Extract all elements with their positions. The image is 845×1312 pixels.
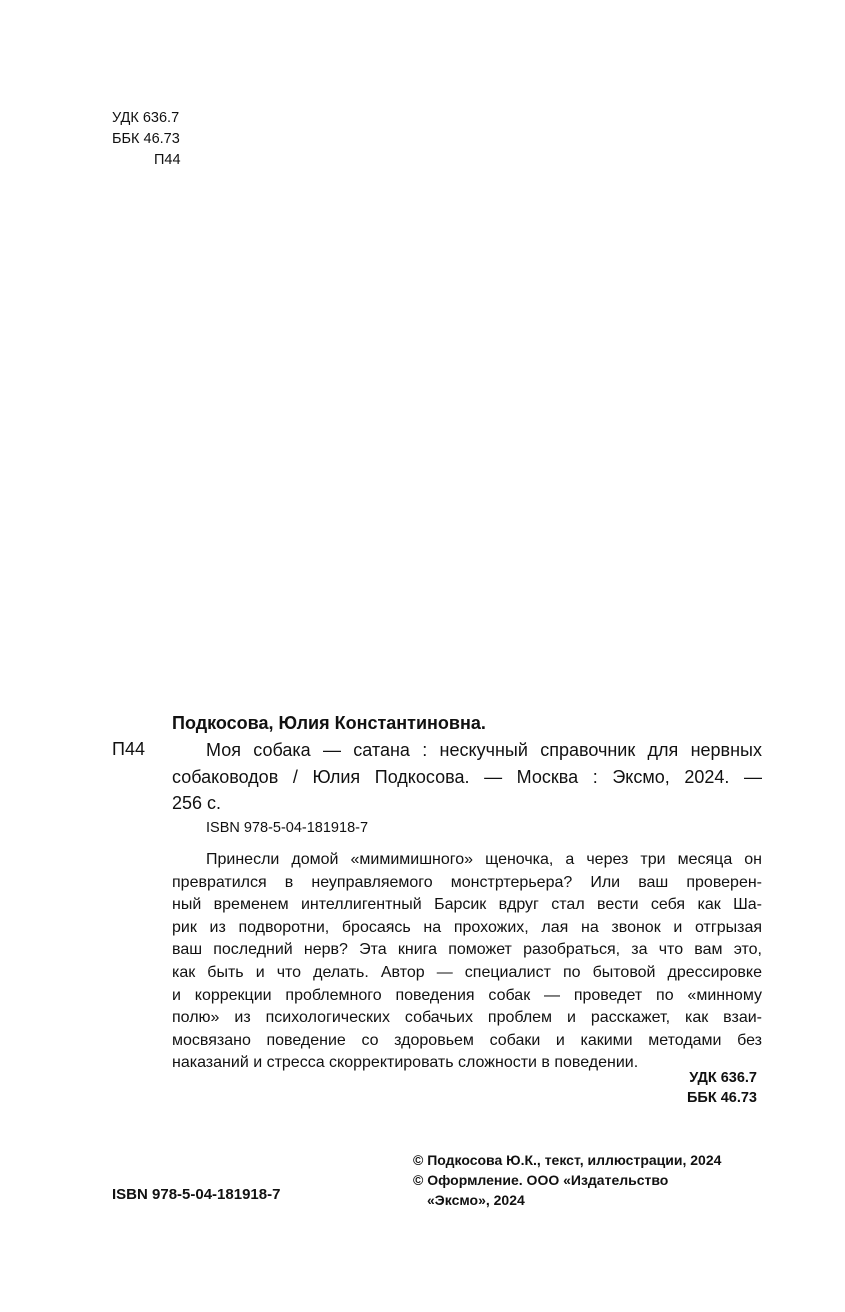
copyright-line: © Оформление. ООО «Издательство	[413, 1172, 669, 1188]
annotation-line: превратился в неуправляемого монстртерьера? Или ваш проверен-	[172, 873, 762, 891]
copyright-line: © Подкосова Ю.К., текст, иллюстрации, 2024	[413, 1152, 722, 1168]
annotation-line: как быть и что делать. Автор — специалист по бытовой дрессировке	[172, 963, 762, 981]
catalog-author-sign: П44	[112, 739, 145, 759]
annotation-line: ный временем интеллигентный Барсик вдруг стал вести себя как Ша-	[172, 896, 762, 914]
author-sign: П44	[154, 152, 181, 168]
annotation-line: и коррекции проблемного поведения собак — проведет по «минному	[172, 986, 762, 1004]
copyright-block	[413, 1150, 721, 1210]
annotation-line: наказаний и стресса скорректировать сложности в поведении.	[172, 1054, 639, 1072]
catalog-description-line: собаководов / Юлия Подкосова. — Москва : Эксмо, 2024. —	[172, 766, 762, 787]
top-classification-codes	[112, 108, 181, 171]
catalog-pages: 256 с.	[172, 793, 222, 813]
bottom-classification-codes	[687, 1068, 757, 1108]
annotation-line: полю» из психологических собачьих проблем и расскажет, как взаи-	[172, 1009, 762, 1027]
annotation-line: ваш последний нерв? Эта книга поможет разобраться, за что вам это,	[172, 941, 762, 959]
catalog-isbn: ISBN 978-5-04-181918-7	[206, 820, 369, 836]
footer-isbn: ISBN 978-5-04-181918-7	[112, 1186, 281, 1203]
catalog-author: Подкосова, Юлия Константиновна.	[172, 713, 486, 733]
annotation-line: рик из подворотни, бросаясь на прохожих, лая на звонок и отгрызая	[172, 918, 762, 936]
bbk-code-bottom: ББК 46.73	[686, 1090, 757, 1106]
udc-code-bottom: УДК 636.7	[689, 1070, 757, 1086]
annotation-line: Принесли домой «мимимишного» щеночка, а через три месяца он	[206, 851, 762, 868]
catalog-description-line: Моя собака — сатана : нескучный справочник для нервных	[206, 740, 762, 760]
catalog-description	[172, 737, 762, 790]
udc-code: УДК 636.7	[112, 110, 180, 126]
annotation	[172, 849, 762, 1075]
copyright-line: «Эксмо», 2024	[427, 1192, 525, 1208]
annotation-line: мосвязано поведение со здоровьем собаки и какими методами без	[172, 1031, 762, 1049]
bbk-code: ББК 46.73	[112, 131, 180, 147]
